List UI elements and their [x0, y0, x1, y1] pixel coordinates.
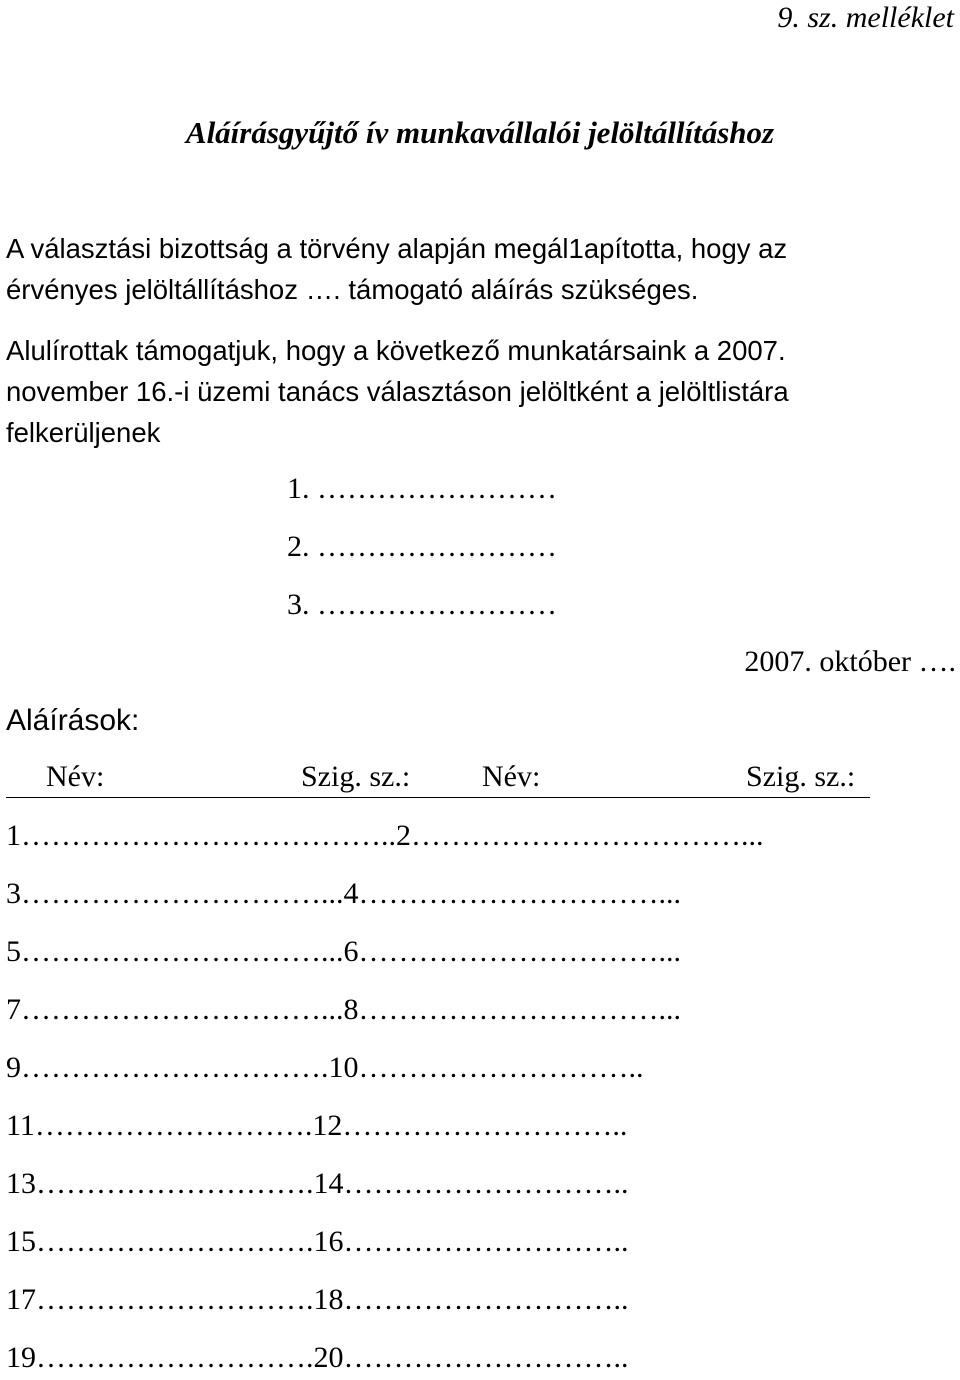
paragraph-line: november 16.-i üzemi tanács választáson jelöltként a jelöltlistára — [6, 376, 789, 407]
signature-row: 5…………………………...6…………………………... — [6, 935, 681, 968]
header-name-1: Név: — [46, 760, 105, 793]
signature-table-header — [6, 759, 870, 798]
candidate-line-1: 1. …………………… — [287, 472, 557, 505]
paragraph-line: Alulírottak támogatjuk, hogy a következő munkatársaink a 2007. — [6, 335, 786, 366]
document-title: Aláírásgyűjtő ív munkavállalói jelöltállításhoz — [185, 115, 775, 150]
signature-row: 15……………………….16……………………….. — [6, 1225, 629, 1258]
signature-row: 7…………………………...8…………………………... — [6, 993, 681, 1026]
header-name-2: Név: — [482, 760, 541, 793]
annex-label: 9. sz. melléklet — [777, 1, 954, 34]
signature-row: 13……………………….14……………………….. — [6, 1167, 629, 1200]
paragraph-line: A választási bizottság a törvény alapján megál1apította, hogy az — [6, 233, 788, 264]
candidate-line-2: 2. …………………… — [287, 530, 557, 563]
paragraph-support — [6, 330, 956, 453]
date-line: 2007. október …. — [744, 645, 956, 678]
signature-rows — [6, 816, 872, 1380]
signatures-label: Aláírások: — [6, 704, 140, 737]
candidate-line-3: 3. …………………… — [287, 588, 557, 621]
header-id-1: Szig. sz.: — [301, 760, 411, 793]
signature-row: 1………………………………..2……………………………... — [6, 819, 764, 852]
paragraph-requirement — [6, 228, 956, 310]
paragraph-line: felkerüljenek — [6, 417, 161, 448]
header-id-2: Szig. sz.: — [746, 760, 856, 793]
signature-row: 19……………………….20……………………….. — [6, 1341, 629, 1374]
signature-row: 9………………………….10……………………….. — [6, 1051, 644, 1084]
signature-row: 17……………………….18……………………….. — [6, 1283, 629, 1316]
paragraph-line: érvényes jelöltállításhoz …. támogató aláírás szükséges. — [6, 274, 699, 305]
signature-row: 11……………………….12……………………….. — [6, 1109, 628, 1142]
signature-row: 3…………………………...4…………………………... — [6, 877, 681, 910]
